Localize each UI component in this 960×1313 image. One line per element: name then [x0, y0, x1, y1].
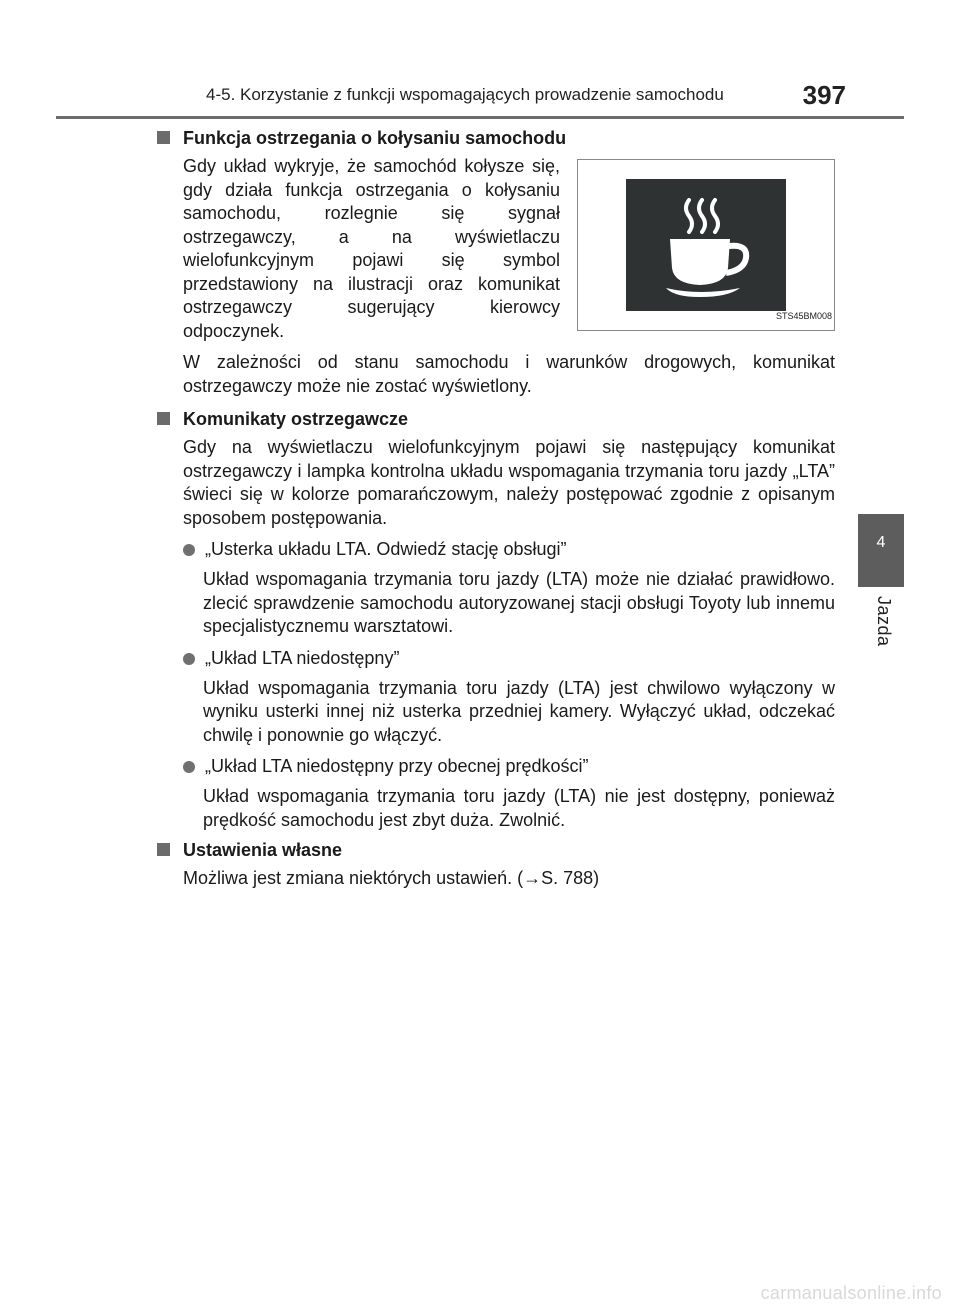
- square-bullet-icon: [157, 412, 170, 425]
- chapter-title: 4-5. Korzystanie z funkcji wspomagających prowadzenie samochodu: [206, 85, 724, 104]
- messages-intro: Gdy na wyświetlaczu wielofunkcyjnym pojawi się następujący komunikat ostrzegawczy i lampka kontrolna układu wspomagania trzymania toru jazdy „LTA” świeci się w kolorze pomarańczowym, należy postępować zgodnie z opisanym sposobem postępowania.: [183, 437, 835, 528]
- chapter-tab[interactable]: [858, 514, 904, 587]
- chapter-tab-number: 4: [876, 534, 886, 551]
- figure-code: STS45BM008: [775, 310, 832, 321]
- round-bullet-icon: [183, 761, 195, 773]
- page-content: [155, 128, 835, 891]
- message-item-title: „Układ LTA niedostępny przy obecnej prędkości”: [183, 755, 835, 785]
- page-header: [56, 82, 904, 119]
- round-bullet-icon: [183, 544, 195, 556]
- message-item-body: Układ wspomagania trzymania toru jazdy (LTA) jest chwilowo wyłączony w wyniku usterki innej niż usterka przedniej kamery. Wyłączyć układ, odczekać chwilę i ponownie go włączyć.: [203, 677, 835, 745]
- message-item-title: „Układ LTA niedostępny”: [183, 647, 835, 677]
- sway-row: [183, 155, 835, 343]
- page-number: 397: [802, 80, 846, 110]
- coffee-figure: [577, 159, 835, 331]
- section-heading-sway: Funkcja ostrzegania o kołysaniu samochodu: [155, 128, 835, 155]
- section-heading-messages: Komunikaty ostrzegawcze: [155, 409, 835, 436]
- sway-description: Gdy układ wykryje, że samochód kołysze się, gdy działa funkcja ostrzegania o kołysaniu samochodu, rozlegnie się sygnał ostrzegawczy, a na wyświetlaczu wielofunkcyjnym pojawi się symbol przedstawiony na ilustracji oraz komunikat ostrzegawczy sugerujący kierowcy odpoczynek.: [183, 156, 560, 341]
- round-bullet-icon: [183, 653, 195, 665]
- message-item-body: Układ wspomagania trzymania toru jazdy (LTA) nie jest dostępny, ponieważ prędkość samochodu jest zbyt duża. Zwolnić.: [203, 786, 835, 830]
- message-item-body: Układ wspomagania trzymania toru jazdy (LTA) może nie działać prawidłowo. zlecić sprawdzenie samochodu autoryzowanej stacji obsługi Toyoty lub innemu specjalistycznemu warsztatowi.: [203, 569, 835, 636]
- watermark: carmanualsonline.info: [760, 1283, 942, 1303]
- square-bullet-icon: [157, 131, 170, 144]
- sway-note: W zależności od stanu samochodu i warunków drogowych, komunikat ostrzegawczy może nie zostać wyświetlony.: [183, 352, 835, 396]
- custom-settings-text[interactable]: Możliwa jest zmiana niektórych ustawień. (→S. 788): [183, 868, 600, 888]
- chapter-tab-label: Jazda: [874, 596, 894, 647]
- square-bullet-icon: [157, 843, 170, 856]
- message-item-title: „Usterka układu LTA. Odwiedź stację obsługi”: [183, 538, 835, 568]
- section-heading-custom: Ustawienia własne: [155, 840, 835, 867]
